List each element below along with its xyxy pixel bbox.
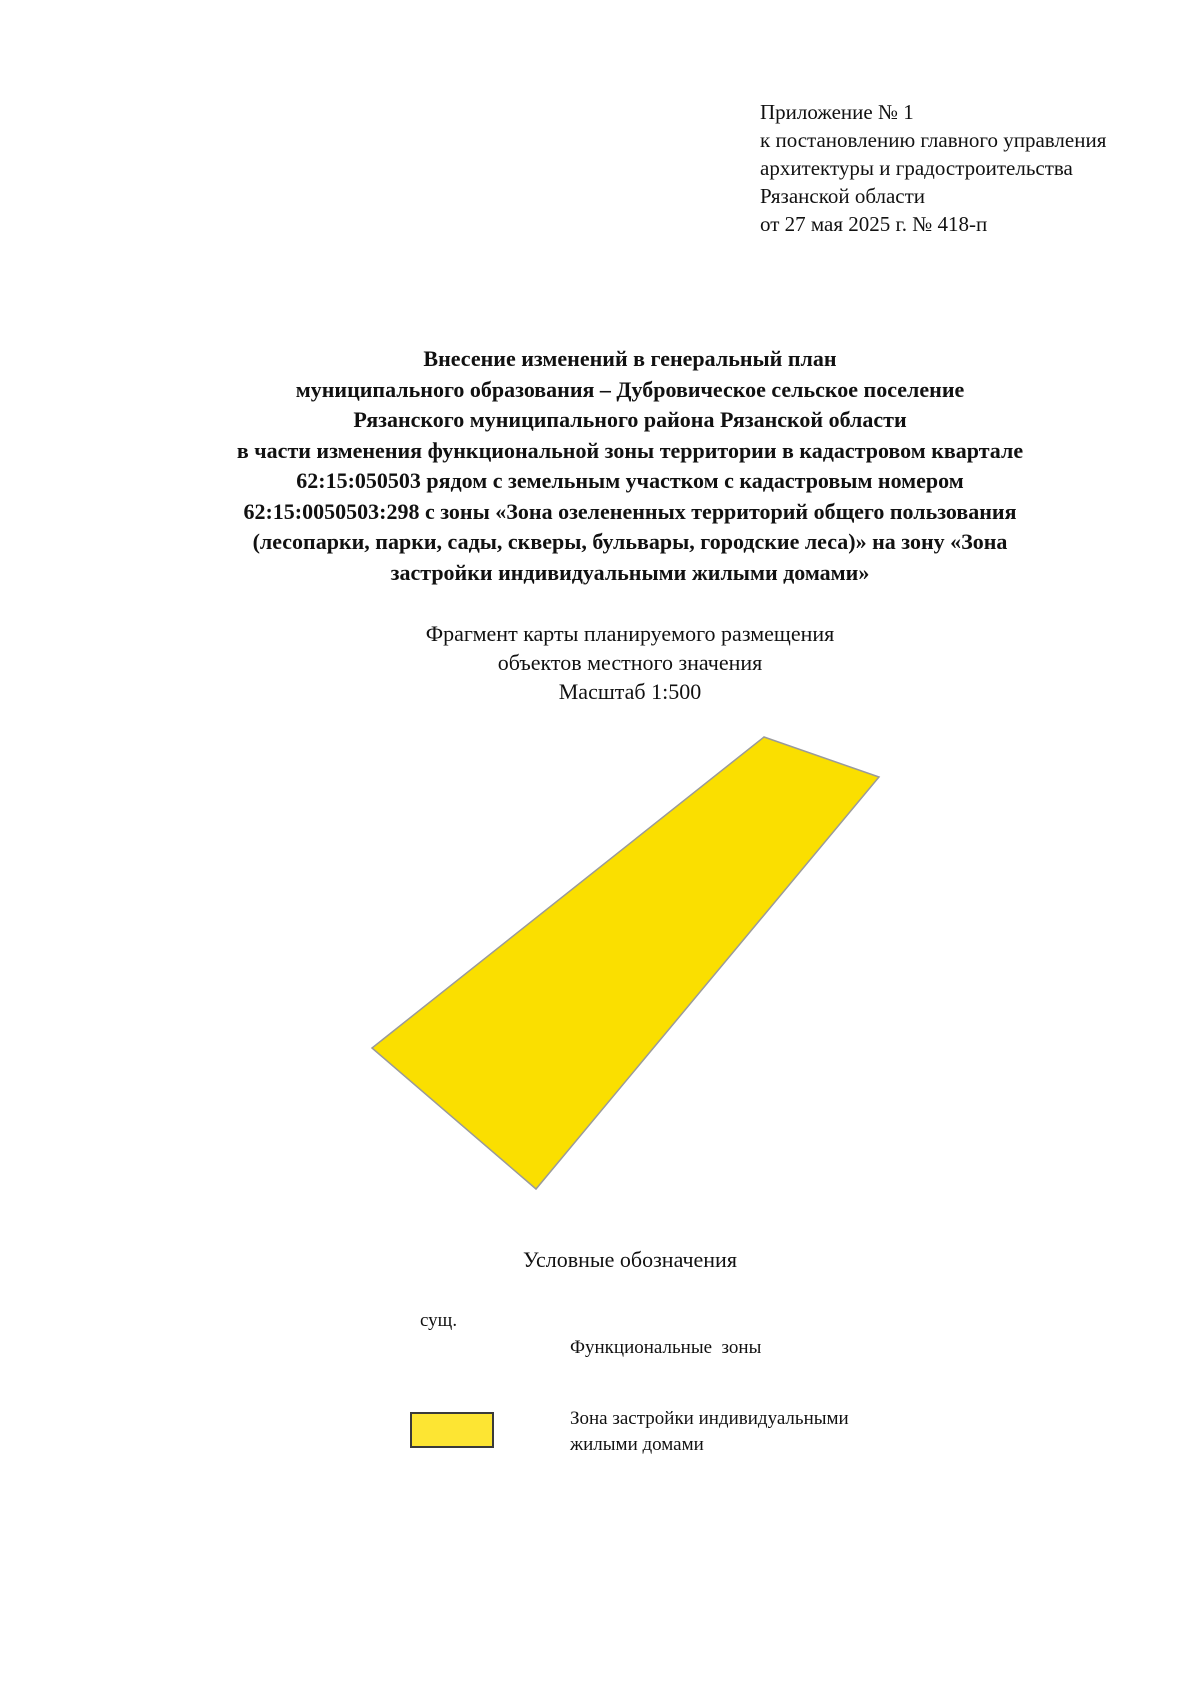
legend-section-label: Функциональные зоны <box>570 1337 762 1358</box>
legend-existing-label: сущ. <box>420 1310 458 1331</box>
legend-title: Условные обозначения <box>523 1247 737 1272</box>
title-line: 62:15:0050503:298 с зоны «Зона озелененных территорий общего пользования <box>243 498 1017 524</box>
legend-label-line: Зона застройки индивидуальными <box>570 1408 849 1429</box>
residential-zone-polygon <box>372 737 879 1189</box>
appendix-line: к постановлению главного управления <box>760 128 1107 152</box>
legend-label-residential <box>570 1406 990 1458</box>
title-line: Рязанского муниципального района Рязанской области <box>353 407 907 432</box>
title-line: застройки индивидуальными жилыми домами» <box>390 559 870 585</box>
caption-line: объектов местного значения <box>497 650 763 675</box>
appendix-line: от 27 мая 2025 г. № 418-п <box>760 212 988 236</box>
title-line: 62:15:050503 рядом с земельным участком с кадастровым номером <box>296 468 964 493</box>
scale-label: Масштаб 1:500 <box>558 679 702 704</box>
caption-line: Фрагмент карты планируемого размещения <box>425 621 835 646</box>
title-line: в части изменения функциональной зоны территории в кадастровом квартале <box>236 437 1024 463</box>
legend-label-line: жилыми домами <box>570 1434 704 1455</box>
title-line: муниципального образования – Дубровическое сельское поселение <box>295 376 965 402</box>
legend-swatch-residential <box>410 1412 494 1448</box>
title-line: Внесение изменений в генеральный план <box>423 346 837 371</box>
appendix-line: Приложение № 1 <box>760 100 914 124</box>
title-line: (лесопарки, парки, сады, скверы, бульвары, городские леса)» на зону «Зона <box>252 529 1008 554</box>
appendix-line: архитектуры и градостроительства <box>760 156 1073 180</box>
appendix-line: Рязанской области <box>760 184 926 208</box>
